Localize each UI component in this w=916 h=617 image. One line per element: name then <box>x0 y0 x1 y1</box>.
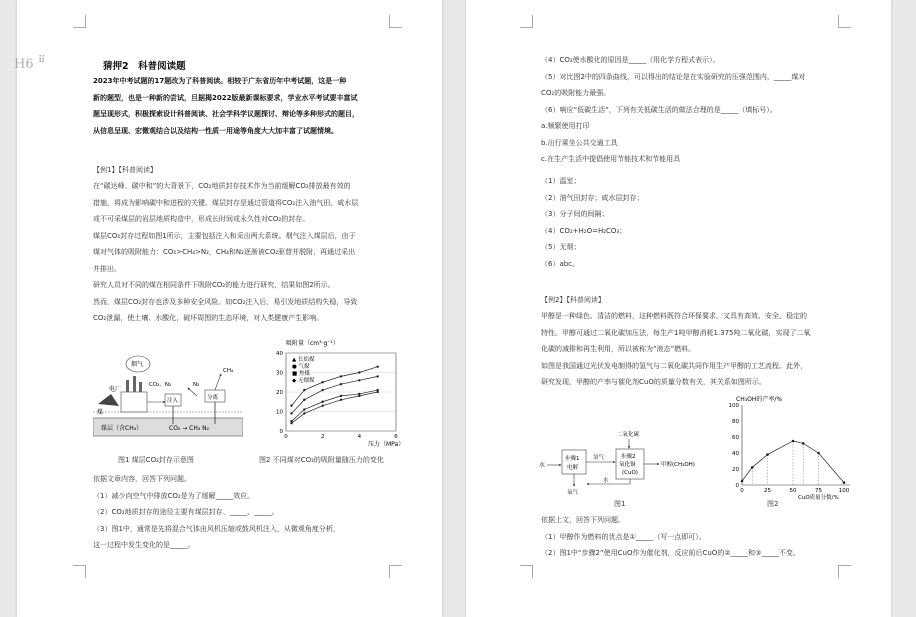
seam-label: 煤层（含CH₄） <box>101 425 143 432</box>
yield-chart-caption: 图2 <box>767 500 779 508</box>
x-tick-label: 0 <box>284 434 288 440</box>
questions-block <box>93 471 340 554</box>
legend-entry: ■ 焦煤 <box>292 371 310 377</box>
intro-line: 题呈现形式，积极探索设计科普阅读、社会学科学议题探讨、辩论等多种形式的题目， <box>93 110 359 118</box>
data-point <box>741 480 744 483</box>
y-tick-label: 80 <box>732 419 739 425</box>
body-line: 煤层CO₂封存过程如图1所示，主要包括注入和采出两大系统。烟气注入煤层后，由于 <box>93 231 356 240</box>
data-point <box>817 452 820 455</box>
answers-block <box>541 173 643 272</box>
x-tick-label: 6 <box>394 434 398 440</box>
figure-1-caption: 图1 煤层CO₂封存示意图 <box>118 456 194 464</box>
question-line: （3）图1中，通常是先将混合气体由风机压缩或鼓风机注入，从微观角度分析， <box>93 524 340 533</box>
step2-line1: 步骤2 <box>621 454 636 460</box>
heading-style-marker[interactable]: H6 <box>14 57 34 72</box>
data-point <box>358 379 360 381</box>
crop-mark <box>389 15 402 28</box>
data-point <box>376 365 378 367</box>
x-tick-label: 2 <box>320 434 325 440</box>
power-plant <box>121 392 147 412</box>
product-label: 甲醇(CH₃OH) <box>661 462 695 468</box>
answer-line: （1）温室； <box>541 177 581 185</box>
page2-bottom-questions <box>541 512 800 562</box>
crop-mark <box>838 15 851 28</box>
answer-line: （5）无烟； <box>541 243 581 251</box>
x-tick-label: 25 <box>764 488 771 494</box>
y-tick-label: 20 <box>276 390 283 396</box>
data-point <box>766 453 769 456</box>
data-point <box>376 375 378 377</box>
data-point <box>290 412 292 414</box>
data-point <box>376 389 378 391</box>
body-line: 化碳的减排和再生利用，所以被称为“液态”燃料。 <box>541 345 696 353</box>
answer-line: （4）CO₂+H₂O=H₂CO₃； <box>541 226 627 235</box>
data-point <box>340 399 342 401</box>
answer-line: （6）abc。 <box>541 259 580 268</box>
question-line: （1）减少向空气中排放CO₂是为了缓解_____效应。 <box>93 491 255 500</box>
data-point <box>303 408 305 410</box>
ch4-label: CH₄ <box>223 368 234 374</box>
y-tick-label: 10 <box>276 409 283 416</box>
body-line: 研究发现，甲醇的产率与催化剂CuO的质量分数有关，其关系如图所示。 <box>541 378 766 386</box>
oxygen-label: 氧气 <box>567 490 579 496</box>
body-line: 井排出。 <box>93 264 121 273</box>
question-line: 依据上文，回答下列问题。 <box>541 516 625 524</box>
y-axis-label: 吸附量（cm³·g⁻¹） <box>286 340 339 347</box>
figure-2-caption: 图2 不同煤对CO₂的吸附量随压力的变化 <box>259 456 384 464</box>
body-line: 然而，煤层CO₂封存也涉及多种安全风险。如CO₂注入后，易引发地质结构失稳，导致 <box>93 297 358 306</box>
legend-entry: ◆ 无烟煤 <box>292 378 315 384</box>
legend-entry: ▲ 长焰煤 <box>292 357 315 363</box>
answer-line: （2）油气田封存；咸水层封存； <box>541 193 644 202</box>
separate-label: 分离 <box>207 395 219 401</box>
y-tick-label: 20 <box>732 467 739 473</box>
crop-mark <box>73 15 86 28</box>
data-point <box>751 466 754 469</box>
crop-mark <box>520 565 533 578</box>
intro-line: 新的题型，也是一种新的尝试，旦据揭2022版最新课标要求，学业水平考试要丰富试 <box>93 93 358 102</box>
body-line: 或不可采煤层的岩层地质构造中，形成长时间或永久性对CO₂的封存。 <box>93 215 310 223</box>
body-paragraph-2 <box>541 308 811 391</box>
data-point <box>303 389 305 391</box>
x-tick-label: 100 <box>838 488 850 494</box>
data-point <box>290 404 292 406</box>
body-line: 措施，将成为影响碳中和进程的关键。煤层封存是通过管道将CO₂注入油气田、咸水层 <box>93 198 359 207</box>
y-tick-label: 0 <box>735 483 739 489</box>
question-line: （2）图1中“步骤2”使用CuO作为催化剂，反应前后CuO的②_____和③_____不变。 <box>541 549 800 557</box>
option-line: c.在生产生活中提倡使用节能技术和节能用具 <box>541 155 681 163</box>
step2-line2: 氧化铜 <box>619 462 636 468</box>
y-tick-label: 30 <box>276 370 283 377</box>
intro-line: 从信息呈现、宏微观结合以及结构一性质一用途等角度大大加丰富了试题情境。 <box>93 126 338 135</box>
y-tick-label: 0 <box>279 429 283 435</box>
crop-mark <box>389 565 402 578</box>
data-point <box>843 481 846 484</box>
drag-handle-icon[interactable]: ⠿ <box>38 55 47 66</box>
body-line: 如图是我国通过光伏发电制得的氢气与二氧化碳共同作用生产甲醇的工艺流程。此外， <box>541 361 807 370</box>
intro-paragraph <box>93 73 359 139</box>
question-line: （2）CO₂地质封存的途径主要有煤层封存、_____、_____。 <box>93 508 279 516</box>
body-line: CO₂泄漏，使土壤、水酸化，破坏周围的生态环境，对人类健康产生影响。 <box>93 314 324 322</box>
body-line: 研究人员对不同的煤在相同条件下吸附CO₂的能力进行研究，结果如图2所示。 <box>93 281 335 289</box>
body-line: 特性。甲醇可通过二氧化碳加压法，每生产1吨甲醇消耗1.375吨二氧化碳，实现了二氧 <box>541 328 811 337</box>
example-label: 【例1】【科普阅读】 <box>93 166 157 174</box>
question-line: CO₂的吸附能力最强。 <box>541 89 611 97</box>
question-line: （1）甲醇作为燃料的优点是①_____（写一点即可）。 <box>541 532 706 541</box>
y-tick-label: 40 <box>276 351 283 357</box>
y-tick-label: 100 <box>728 403 739 409</box>
methanol-yield-chart <box>722 393 862 501</box>
x-tick-label: 50 <box>789 488 797 494</box>
coal-seam-storage-diagram <box>93 350 243 450</box>
x-tick-label: 4 <box>357 434 362 440</box>
y-axis-label: CH₃OH的产率/% <box>736 396 783 403</box>
data-point <box>321 389 323 391</box>
water-back-label: 水 <box>603 478 609 484</box>
x-axis-label: 压力（MPa） <box>368 441 405 448</box>
body-line: 煤对气体的吸附能力：CO₂>CH₄>N₂，CH₄和N₂逐渐被CO₂驱替并脱附，再通过采出 <box>93 248 356 256</box>
data-point <box>340 375 342 377</box>
crop-mark <box>520 15 533 28</box>
page-title: 猜押2 科普阅读题 <box>103 61 186 72</box>
body-line: 甲醇是一种绿色、清洁的燃料，这种燃料既符合环保要求，又具有高效、安全、稳定的 <box>541 312 807 320</box>
page2-questions <box>541 52 805 168</box>
question-line: 这一过程中发生变化的是_____。 <box>93 541 195 549</box>
body-line: 在“碳达峰、碳中和”的大背景下，CO₂地质封存技术作为当前缓解CO₂排放最有效的 <box>93 182 351 190</box>
step2-line3: (CuO) <box>622 470 638 476</box>
question-line: （6）响应“低碳生活”，下列有关低碳生活的做法合理的是_____（填标号）。 <box>541 105 777 114</box>
step1-line1: 步骤1 <box>565 456 580 462</box>
legend-entry: ● 气煤 <box>292 364 310 370</box>
question-line: （4）CO₂使水酸化的原因是_____（用化学方程式表示）。 <box>541 56 720 64</box>
coal-label: 煤 <box>97 409 104 416</box>
data-point <box>340 395 342 397</box>
question-line: 依据文章内容，回答下列问题。 <box>93 475 191 483</box>
data-point <box>358 393 360 395</box>
flow-label: CO₂ → CH₄ N₂ <box>169 425 210 432</box>
hydrogen-label: 氢气 <box>593 455 605 461</box>
data-point <box>340 383 342 385</box>
adsorption-chart <box>262 335 412 450</box>
data-point <box>358 371 360 373</box>
step1-line2: 电解 <box>567 465 579 471</box>
plant-label: 电厂 <box>109 386 122 393</box>
example-2-label: 【例2】【科普阅读】 <box>541 296 605 304</box>
body-paragraph <box>93 178 358 327</box>
answer-line: （3）分子间的间隔； <box>541 210 609 218</box>
data-point <box>290 420 292 422</box>
data-point <box>321 381 323 383</box>
y-tick-label: 40 <box>732 451 739 457</box>
flue-gas-label: 烟气 <box>131 361 144 368</box>
flow-caption: 图1 <box>614 500 626 508</box>
intro-line: 2023年中考试题的17题改为了科普阅读。相较于广东省历年中考试题，这是一种 <box>93 77 347 85</box>
question-line: （5）对比图2中的四条曲线，可以得出的结论是在实验研究的压强范围内，_____煤对 <box>541 72 806 81</box>
crop-mark <box>73 565 86 578</box>
data-point <box>792 440 795 443</box>
co2-label: 二氧化碳 <box>617 432 640 438</box>
x-tick-label: 0 <box>740 488 744 494</box>
methanol-process-flow <box>537 420 712 500</box>
data-point <box>303 412 305 414</box>
x-tick-label: 75 <box>815 488 822 494</box>
water-in-label: 水 <box>539 462 546 469</box>
data-point <box>802 442 805 445</box>
option-line: a.频繁使用打印 <box>541 122 590 130</box>
crop-mark <box>838 565 851 578</box>
n2-label: N₂ <box>193 382 200 388</box>
data-point <box>303 399 305 401</box>
gas-in-label: CO₂、N₂ <box>149 382 172 388</box>
data-point <box>321 401 323 403</box>
inject-label: 注入 <box>167 398 179 404</box>
option-line: b.出行乘坐公共交通工具 <box>541 138 618 147</box>
data-point <box>321 404 323 406</box>
x-axis-label: CuO质量分数/% <box>798 495 839 501</box>
y-tick-label: 60 <box>732 435 739 441</box>
